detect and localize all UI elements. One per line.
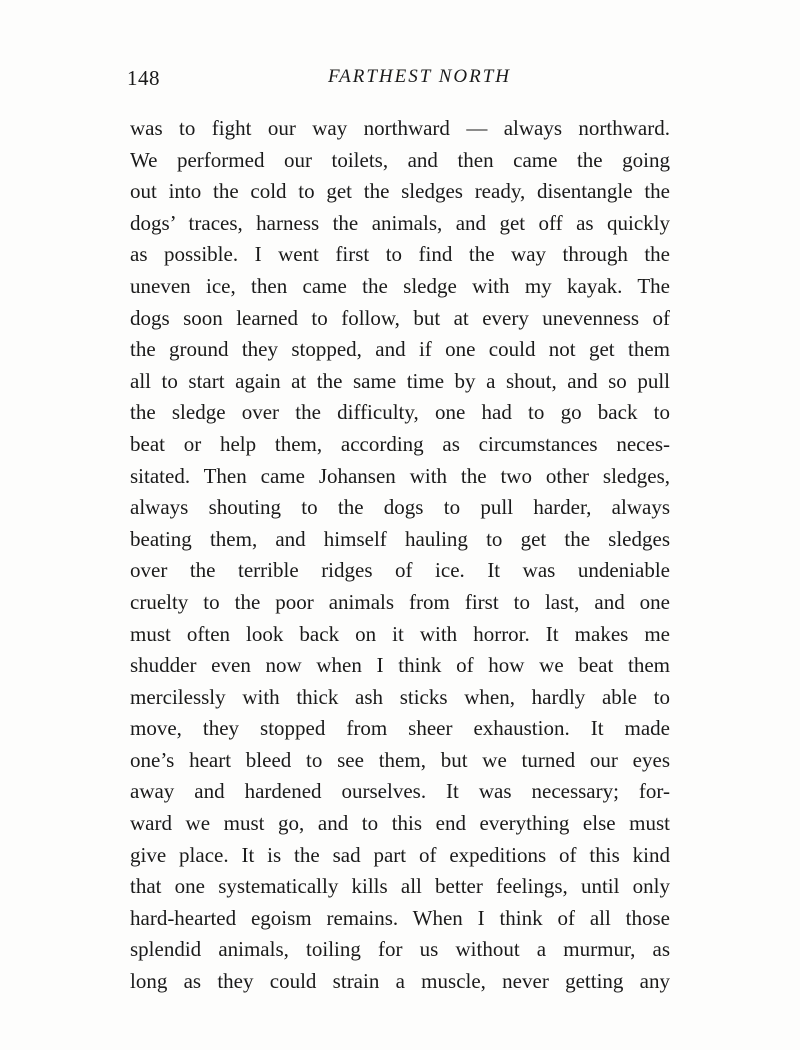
text-line: away and hardened ourselves. It was necessary; for-: [130, 779, 670, 804]
page-number: 148: [127, 66, 160, 90]
page-header: [127, 66, 672, 96]
text-line: beat or help them, according as circumstances neces-: [130, 431, 670, 456]
body-text: [130, 113, 670, 998]
text-line: ward we must go, and to this end everything else must: [130, 811, 670, 836]
text-line: as possible. I went first to find the way through the: [130, 242, 670, 267]
text-line: dogs’ traces, harness the animals, and get off as quickly: [130, 210, 670, 235]
text-line: out into the cold to get the sledges ready, disentangle the: [130, 179, 670, 204]
text-line: must often look back on it with horror. It makes me: [130, 621, 670, 646]
text-line: shudder even now when I think of how we beat them: [130, 653, 670, 678]
text-line: the ground they stopped, and if one could not get them: [130, 337, 670, 362]
text-line: that one systematically kills all better feelings, until only: [130, 874, 670, 899]
text-line: was to fight our way northward — always northward.: [130, 116, 670, 140]
text-line: sitated. Then came Johansen with the two other sledges,: [130, 463, 670, 488]
text-line: We performed our toilets, and then came the going: [130, 147, 670, 172]
text-line: splendid animals, toiling for us without a murmur, as: [130, 937, 670, 962]
text-line: all to start again at the same time by a shout, and so pull: [130, 368, 670, 393]
text-line: cruelty to the poor animals from first to last, and one: [130, 589, 670, 614]
text-line: beating them, and himself hauling to get the sledges: [130, 526, 670, 551]
text-line: uneven ice, then came the sledge with my kayak. The: [130, 273, 670, 298]
text-line: dogs soon learned to follow, but at every unevenness of: [130, 305, 670, 330]
text-line: one’s heart bleed to see them, but we turned our eyes: [130, 747, 670, 772]
running-title: FARTHEST NORTH: [327, 66, 512, 87]
text-line: hard-hearted egoism remains. When I think of all those: [130, 905, 670, 930]
text-line: over the terrible ridges of ice. It was undeniable: [130, 558, 670, 583]
text-line: always shouting to the dogs to pull harder, always: [130, 495, 670, 520]
text-line: long as they could strain a muscle, never getting any: [130, 969, 670, 994]
text-line: move, they stopped from sheer exhaustion. It made: [130, 716, 670, 741]
text-line: give place. It is the sad part of expeditions of this kind: [130, 842, 670, 867]
text-line: the sledge over the difficulty, one had to go back to: [130, 400, 670, 425]
text-line: mercilessly with thick ash sticks when, hardly able to: [130, 684, 670, 709]
